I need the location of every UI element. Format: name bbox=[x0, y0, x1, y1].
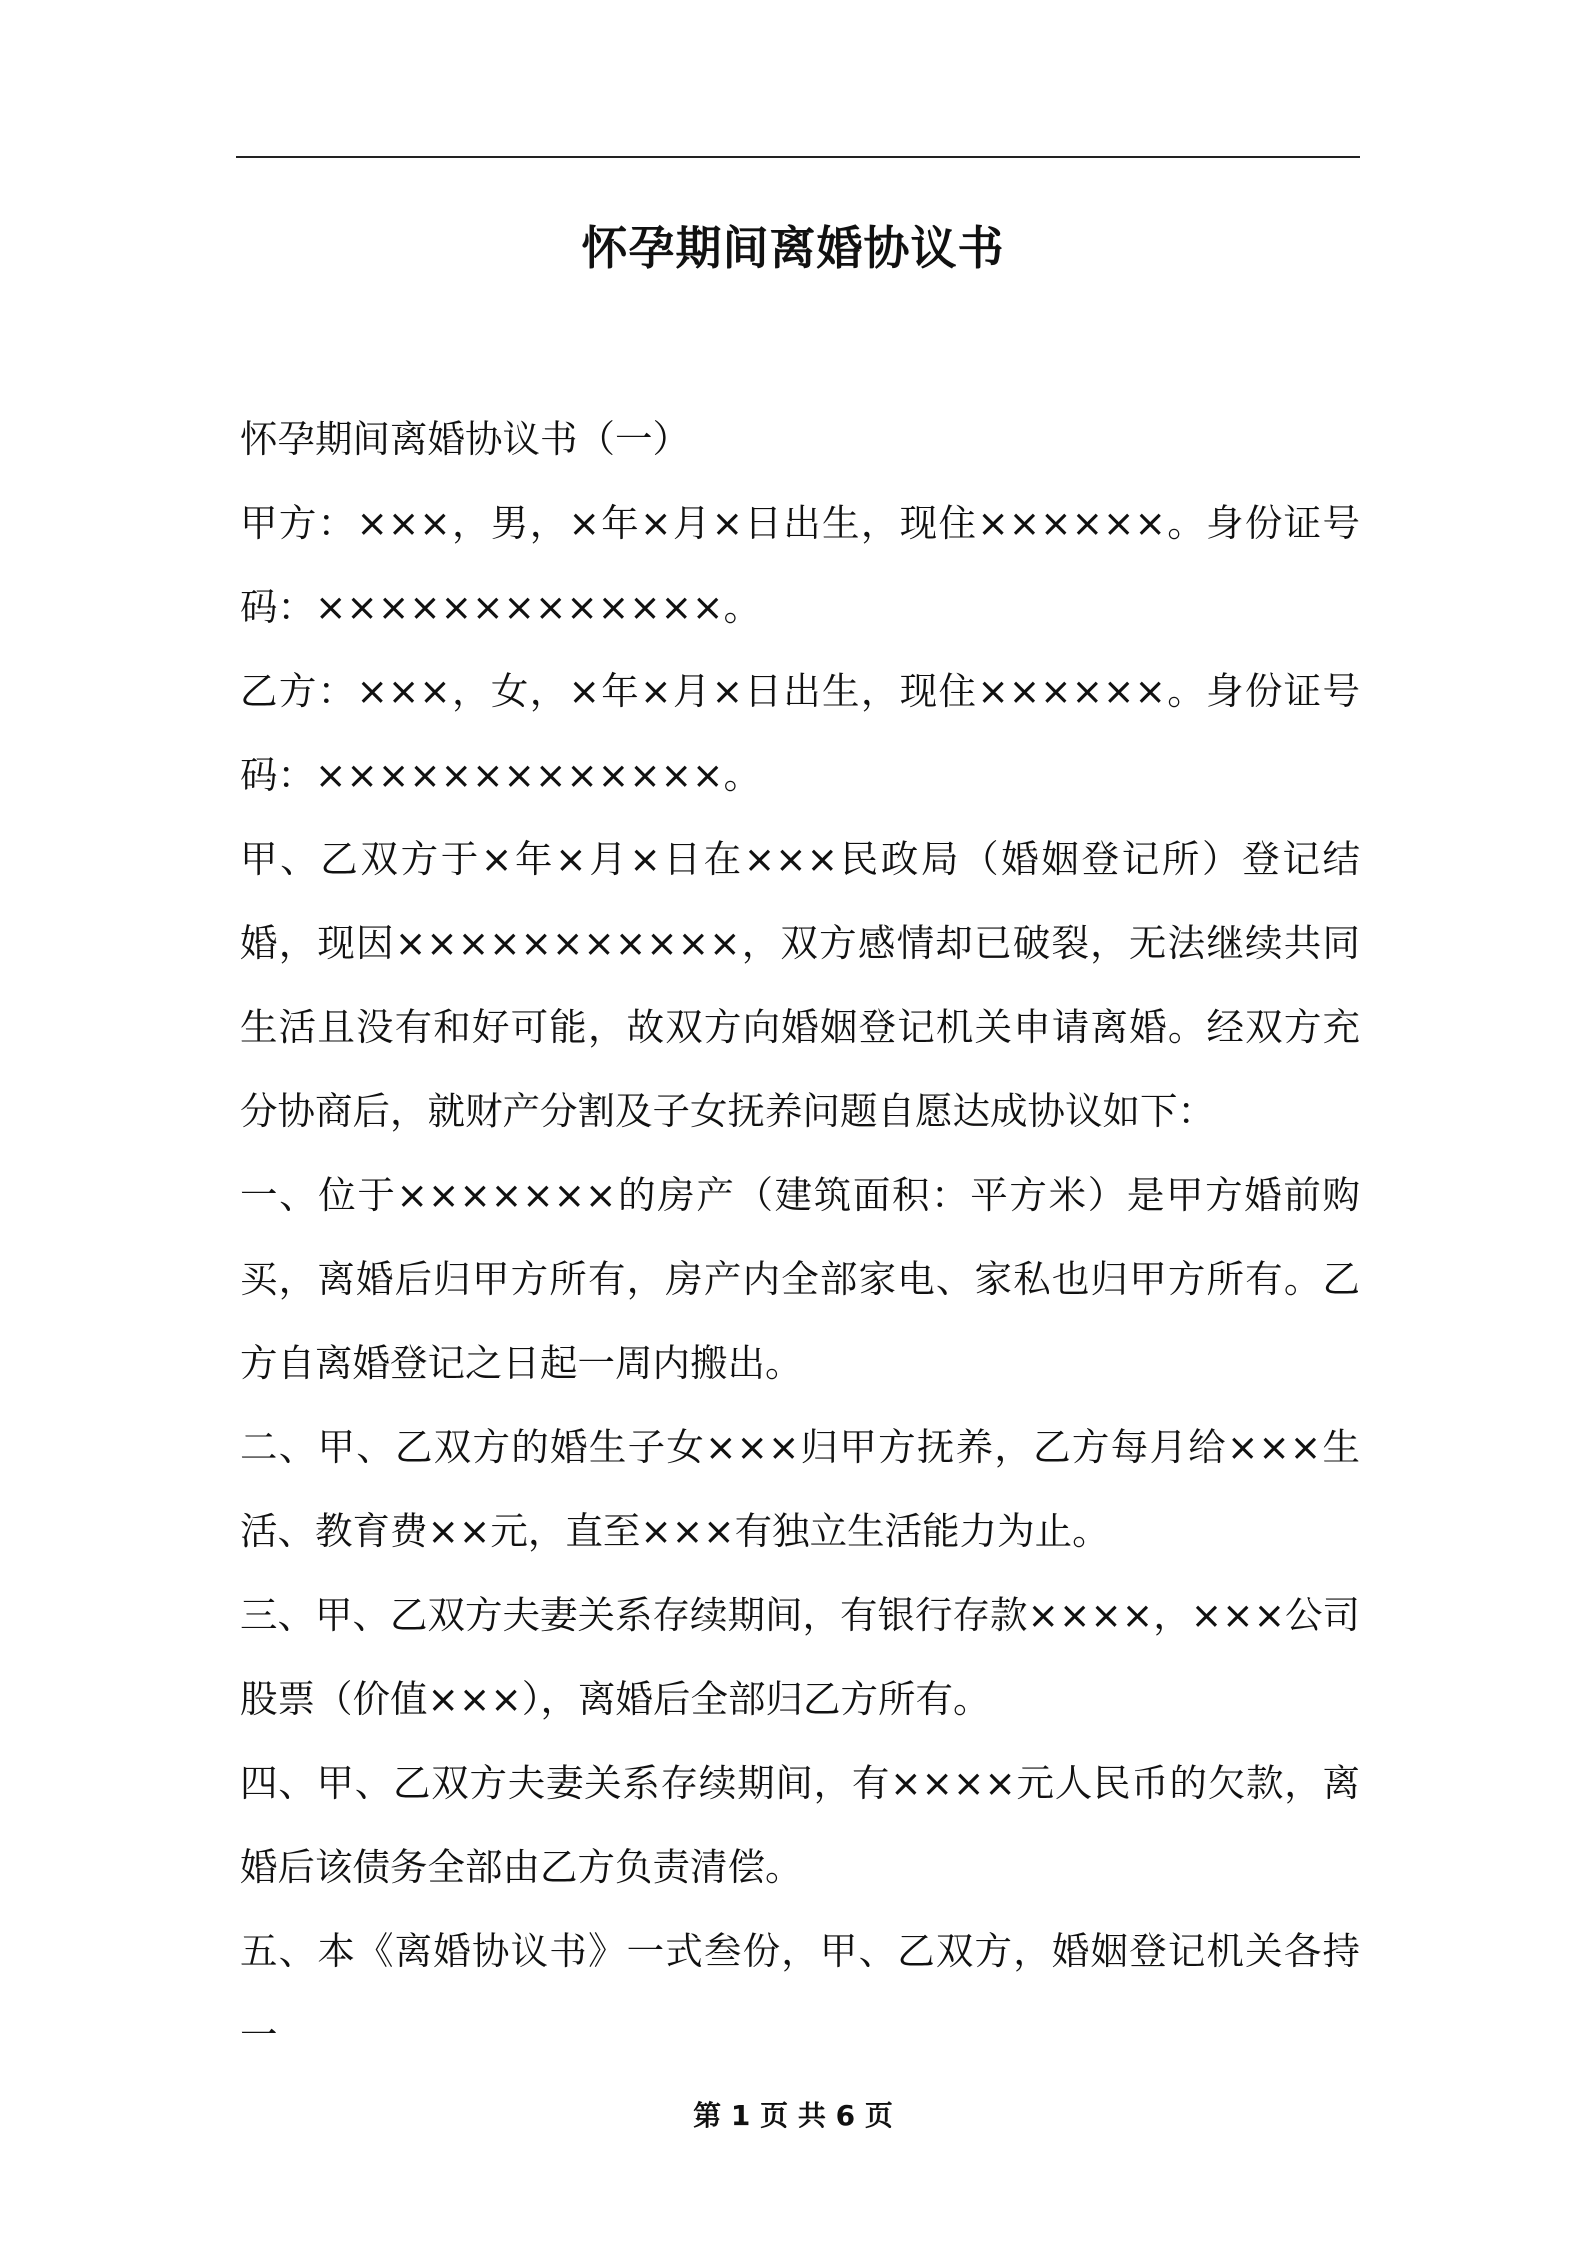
clause-2-paragraph: 二、甲、乙双方的婚生子女×××归甲方抚养，乙方每月给×××生活、教育费××元，直至×××有独立生活能力为止。 bbox=[240, 1425, 1360, 1553]
clause-4-paragraph: 四、甲、乙双方夫妻关系存续期间，有××××元人民币的欠款，离婚后该债务全部由乙方负责清偿。 bbox=[240, 1761, 1360, 1889]
party-b-paragraph: 乙方：×××，女，×年×月×日出生，现住××××××。身份证号码：×××××××××××××。 bbox=[240, 669, 1360, 797]
clause-5-paragraph: 五、本《离婚协议书》一式叁份，甲、乙双方，婚姻登记机关各持一 bbox=[240, 1929, 1360, 2057]
clause-3-paragraph: 三、甲、乙双方夫妻关系存续期间，有银行存款××××，×××公司股票（价值×××），离婚后全部归乙方所有。 bbox=[240, 1593, 1360, 1721]
clause-1-paragraph: 一、位于×××××××的房产（建筑面积：平方米）是甲方婚前购买，离婚后归甲方所有，房产内全部家电、家私也归甲方所有。乙方自离婚登记之日起一周内搬出。 bbox=[240, 1173, 1360, 1385]
page-number-footer: 第 1 页 共 6 页 bbox=[693, 2099, 893, 2132]
header-rule bbox=[236, 156, 1360, 158]
preamble-paragraph: 甲、乙双方于×年×月×日在×××民政局（婚姻登记所）登记结婚，现因×××××××××××，双方感情却已破裂，无法继续共同生活且没有和好可能，故双方向婚姻登记机关申请离婚。经双方充分协商后，就财产分割及子女抚养问题自愿达成协议如下： bbox=[240, 837, 1360, 1133]
document-title: 怀孕期间离婚协议书 bbox=[581, 221, 1005, 275]
section-heading: 怀孕期间离婚协议书（一） bbox=[240, 417, 690, 461]
document-body bbox=[240, 397, 1360, 2077]
party-a-paragraph: 甲方：×××，男，×年×月×日出生，现住××××××。身份证号码：×××××××××××××。 bbox=[240, 501, 1360, 629]
